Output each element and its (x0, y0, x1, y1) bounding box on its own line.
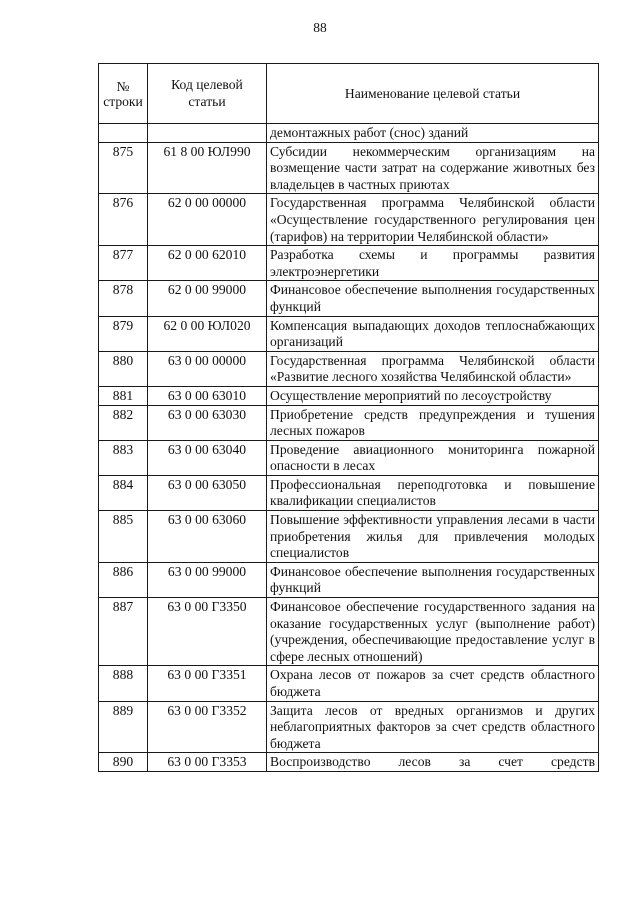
table-row (99, 562, 599, 597)
row-number: 887 (99, 598, 148, 666)
row-number: 886 (99, 562, 148, 597)
row-name: Компенсация выпадающих доходов теплоснабжающих организаций (267, 316, 599, 351)
row-name: Проведение авиационного мониторинга пожарной опасности в лесах (267, 440, 599, 475)
header-target-name: Наименование целевой статьи (267, 64, 599, 124)
page-number: 88 (313, 20, 327, 35)
table-row (99, 753, 599, 772)
row-code: 62 0 00 99000 (148, 281, 267, 316)
row-name: Осуществление мероприятий по лесоустройству (267, 386, 599, 405)
table-row (99, 281, 599, 316)
row-code: 63 0 00 Г3352 (148, 701, 267, 753)
row-code: 63 0 00 00000 (148, 351, 267, 386)
row-number: 888 (99, 666, 148, 701)
row-name: демонтажных работ (снос) зданий (267, 124, 599, 143)
table-row (99, 386, 599, 405)
row-name: Финансовое обеспечение выполнения государственных функций (267, 562, 599, 597)
header-row-number: № строки (99, 64, 148, 124)
row-number: 881 (99, 386, 148, 405)
row-number: 883 (99, 440, 148, 475)
row-name: Повышение эффективности управления лесами в части приобретения жилья для привлечения молодых специалистов (267, 511, 599, 563)
row-number: 882 (99, 405, 148, 440)
row-number: 889 (99, 701, 148, 753)
row-name: Субсидии некоммерческим организациям на возмещение части затрат на содержание животных без владельцев в частных приютах (267, 142, 599, 194)
row-number: 880 (99, 351, 148, 386)
table-row (99, 316, 599, 351)
row-name: Государственная программа Челябинской области «Развитие лесного хозяйства Челябинской области» (267, 351, 599, 386)
row-name: Профессиональная переподготовка и повышение квалификации специалистов (267, 475, 599, 510)
row-number: 877 (99, 246, 148, 281)
row-name: Финансовое обеспечение государственного задания на оказание государственных услуг (выполнение работ) (учреждения, обеспечивающие предоставление услуг в сфере лесных отношений) (267, 598, 599, 666)
table-row (99, 246, 599, 281)
row-code: 62 0 00 ЮЛ020 (148, 316, 267, 351)
row-number: 885 (99, 511, 148, 563)
table-row (99, 124, 599, 143)
table-header-row (99, 64, 599, 124)
row-code: 63 0 00 63040 (148, 440, 267, 475)
row-code: 63 0 00 63030 (148, 405, 267, 440)
row-code: 63 0 00 99000 (148, 562, 267, 597)
row-number: 879 (99, 316, 148, 351)
row-name: Государственная программа Челябинской области «Осуществление государственного регулирования цен (тарифов) на территории Челябинской области» (267, 194, 599, 246)
header-target-code: Код целевой статьи (148, 64, 267, 124)
row-name: Воспроизводство лесов за счет средств (267, 753, 599, 772)
table-row (99, 142, 599, 194)
row-name: Защита лесов от вредных организмов и других неблагоприятных факторов за счет средств областного бюджета (267, 701, 599, 753)
row-name: Приобретение средств предупреждения и тушения лесных пожаров (267, 405, 599, 440)
table-row (99, 701, 599, 753)
row-code: 63 0 00 Г3350 (148, 598, 267, 666)
row-code: 63 0 00 Г3351 (148, 666, 267, 701)
row-number: 890 (99, 753, 148, 772)
row-number: 876 (99, 194, 148, 246)
row-code: 61 8 00 ЮЛ990 (148, 142, 267, 194)
table-row (99, 351, 599, 386)
row-code: 63 0 00 63010 (148, 386, 267, 405)
row-code: 62 0 00 00000 (148, 194, 267, 246)
row-number (99, 124, 148, 143)
row-code: 63 0 00 63050 (148, 475, 267, 510)
table-row (99, 405, 599, 440)
row-number: 878 (99, 281, 148, 316)
row-code (148, 124, 267, 143)
row-name: Финансовое обеспечение выполнения государственных функций (267, 281, 599, 316)
table-row (99, 511, 599, 563)
table-row (99, 666, 599, 701)
table-row (99, 598, 599, 666)
row-name: Охрана лесов от пожаров за счет средств областного бюджета (267, 666, 599, 701)
row-code: 62 0 00 62010 (148, 246, 267, 281)
row-name: Разработка схемы и программы развития электроэнергетики (267, 246, 599, 281)
row-number: 884 (99, 475, 148, 510)
row-code: 63 0 00 Г3353 (148, 753, 267, 772)
table-row (99, 194, 599, 246)
table-row (99, 440, 599, 475)
row-number: 875 (99, 142, 148, 194)
target-items-table (98, 63, 599, 772)
row-code: 63 0 00 63060 (148, 511, 267, 563)
table-row (99, 475, 599, 510)
